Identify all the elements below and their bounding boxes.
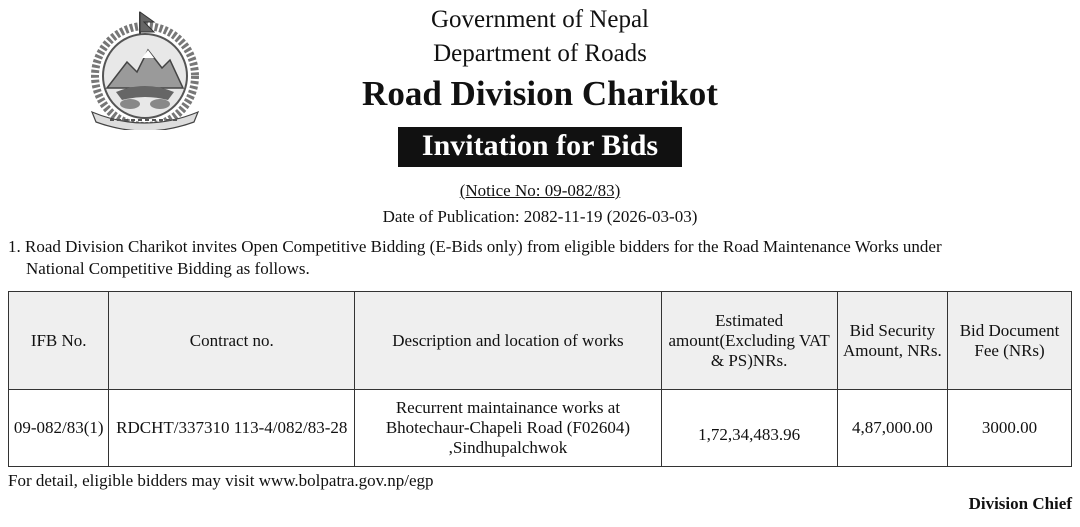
intro-paragraph — [8, 236, 1072, 280]
cell-contract: RDCHT/337310 113-4/082/83-28 — [109, 390, 355, 467]
header-ifb: IFB No. — [9, 292, 109, 390]
banner-wrap — [0, 127, 1080, 167]
header-estimate: Estimated amount(Excluding VAT & PS)NRs. — [661, 292, 837, 390]
intro-line-1: 1. Road Division Charikot invites Open Competitive Bidding (E-Bids only) from eligible bidders for the Road Maintenance Works under — [8, 237, 942, 256]
office-title: Road Division Charikot — [362, 74, 718, 113]
bids-table — [8, 291, 1072, 467]
notice-number-text: (Notice No: 09-082/83) — [459, 181, 621, 200]
invitation-banner: Invitation for Bids — [398, 127, 682, 167]
cell-ifb: 09-082/83(1) — [9, 390, 109, 467]
table-row — [9, 390, 1072, 467]
cell-fee: 3000.00 — [948, 390, 1072, 467]
detail-note: For detail, eligible bidders may visit www.bolpatra.gov.np/egp — [8, 471, 434, 490]
department-title: Department of Roads — [433, 40, 647, 67]
cell-security: 4,87,000.00 — [837, 390, 947, 467]
intro-line-2: National Competitive Bidding as follows. — [26, 259, 310, 278]
cell-description: Recurrent maintainance works at Bhotechaur-Chapeli Road (F02604) ,Sindhupalchwok — [355, 390, 661, 467]
cell-estimate: 1,72,34,483.96 — [661, 390, 837, 467]
header-contract: Contract no. — [109, 292, 355, 390]
header-description: Description and location of works — [355, 292, 661, 390]
publication-date: Date of Publication: 2082-11-19 (2026-03-03) — [382, 207, 698, 226]
header-fee: Bid Document Fee (NRs) — [948, 292, 1072, 390]
header-security: Bid Security Amount, NRs. — [837, 292, 947, 390]
notice-number — [0, 181, 1080, 201]
government-title: Government of Nepal — [431, 6, 649, 33]
table-header-row — [9, 292, 1072, 390]
signature-title: Division Chief — [968, 494, 1072, 513]
